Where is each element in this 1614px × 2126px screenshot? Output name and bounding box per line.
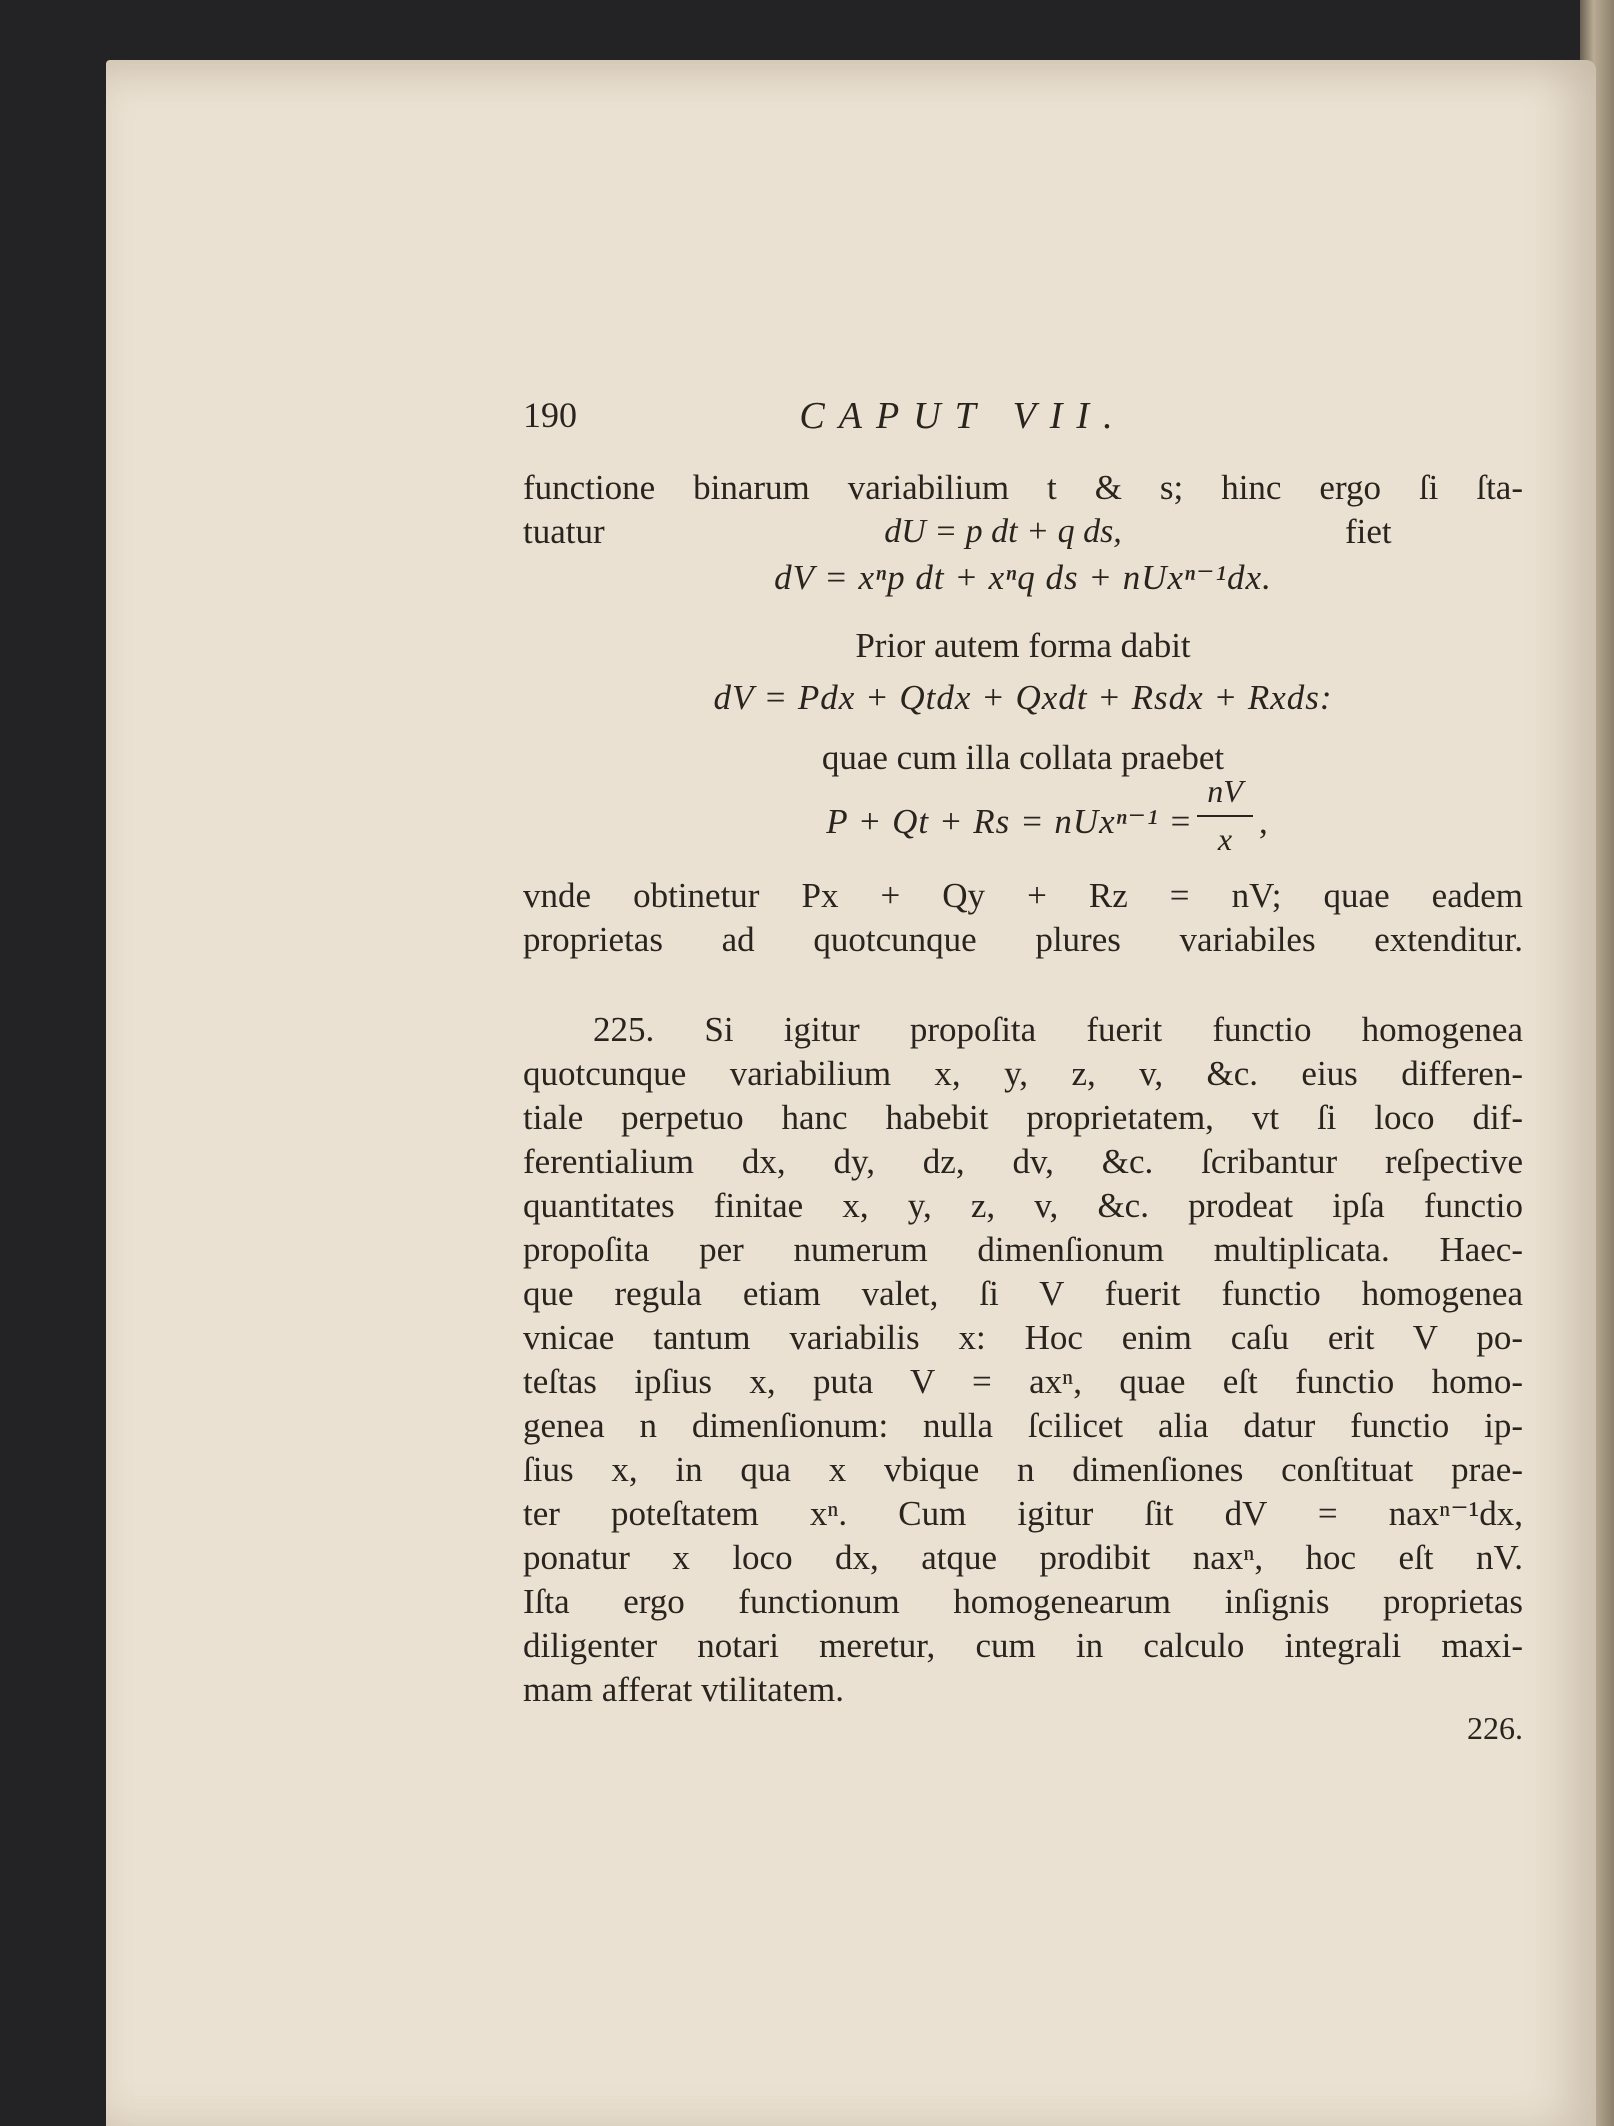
text-fragment-fiet: fiet [1345,512,1392,551]
page-number: 190 [523,395,577,435]
paragraph-line: propoſita per numerum dimenſionum multiplicata. Haec- [523,1230,1523,1269]
book-page [106,60,1596,2126]
page-header [523,394,1523,444]
equation-comma: , [1259,802,1268,841]
text-line: functione binarum variabilium t & s; hinc ergo ſi ſta- [523,468,1523,507]
paragraph-line: ter poteſtatem xⁿ. Cum igitur ſit dV = naxⁿ⁻¹dx, [523,1494,1523,1533]
paragraph-line: diligenter notari meretur, cum in calculo integrali maxi- [523,1626,1523,1665]
text-fragment: tuatur [523,512,605,551]
fraction-bar [1197,815,1253,817]
paragraph-line: teſtas ipſius x, puta V = axⁿ, quae eſt functio homo- [523,1362,1523,1401]
paragraph-line: quotcunque variabilium x, y, z, v, &c. eius differen- [523,1054,1523,1093]
catchword: 226. [1467,1710,1523,1746]
paragraph-line: mam afferat vtilitatem. [523,1670,845,1709]
equation-dv-2: dV = Pdx + Qtdx + Qxdt + Rsdx + Rxds: [713,678,1333,717]
fraction-denominator: x [1217,821,1233,857]
text-line: quae cum illa collata praebet [821,738,1225,777]
paragraph-line: quantitates finitae x, y, z, v, &c. prodeat ipſa functio [523,1186,1523,1225]
paragraph-line: ferentialium dx, dy, dz, dv, &c. ſcribantur reſpective [523,1142,1523,1181]
paragraph-line: 225. Si igitur propoſita fuerit functio homogenea [593,1010,1523,1049]
running-head: CAPUT VII. [799,395,1127,437]
equation-dv-1: dV = xⁿp dt + xⁿq ds + nUxⁿ⁻¹dx. [774,558,1272,597]
paragraph-line: tiale perpetuo hanc habebit proprietatem, vt ſi loco dif- [523,1098,1523,1137]
paragraph-line: que regula etiam valet, ſi V fuerit functio homogenea [523,1274,1523,1313]
text-line: vnde obtinetur Px + Qy + Rz = nV; quae eadem [523,876,1523,915]
paragraph-line: ponatur x loco dx, atque prodibit naxⁿ, hoc eſt nV. [523,1538,1523,1577]
paragraph-line: vnicae tantum variabilis x: Hoc enim caſu erit V po- [523,1318,1523,1357]
text-block [523,384,1523,1754]
paragraph-line: ſius x, in qua x vbique n dimenſiones conſtituat prae- [523,1450,1523,1489]
equation-p-left: P + Qt + Rs = nUxⁿ⁻¹ = [826,802,1193,841]
fraction-numerator: nV [1207,773,1243,809]
text-line: Prior autem forma dabit [855,626,1191,665]
text-line: proprietas ad quotcunque plures variabiles extenditur. [523,920,1523,959]
equation-du: dU = p dt + q ds, [884,513,1122,550]
paragraph-line: Iſta ergo functionum homogenearum inſignis proprietas [523,1582,1523,1621]
paragraph-line: genea n dimenſionum: nulla ſcilicet alia datur functio ip- [523,1406,1523,1445]
